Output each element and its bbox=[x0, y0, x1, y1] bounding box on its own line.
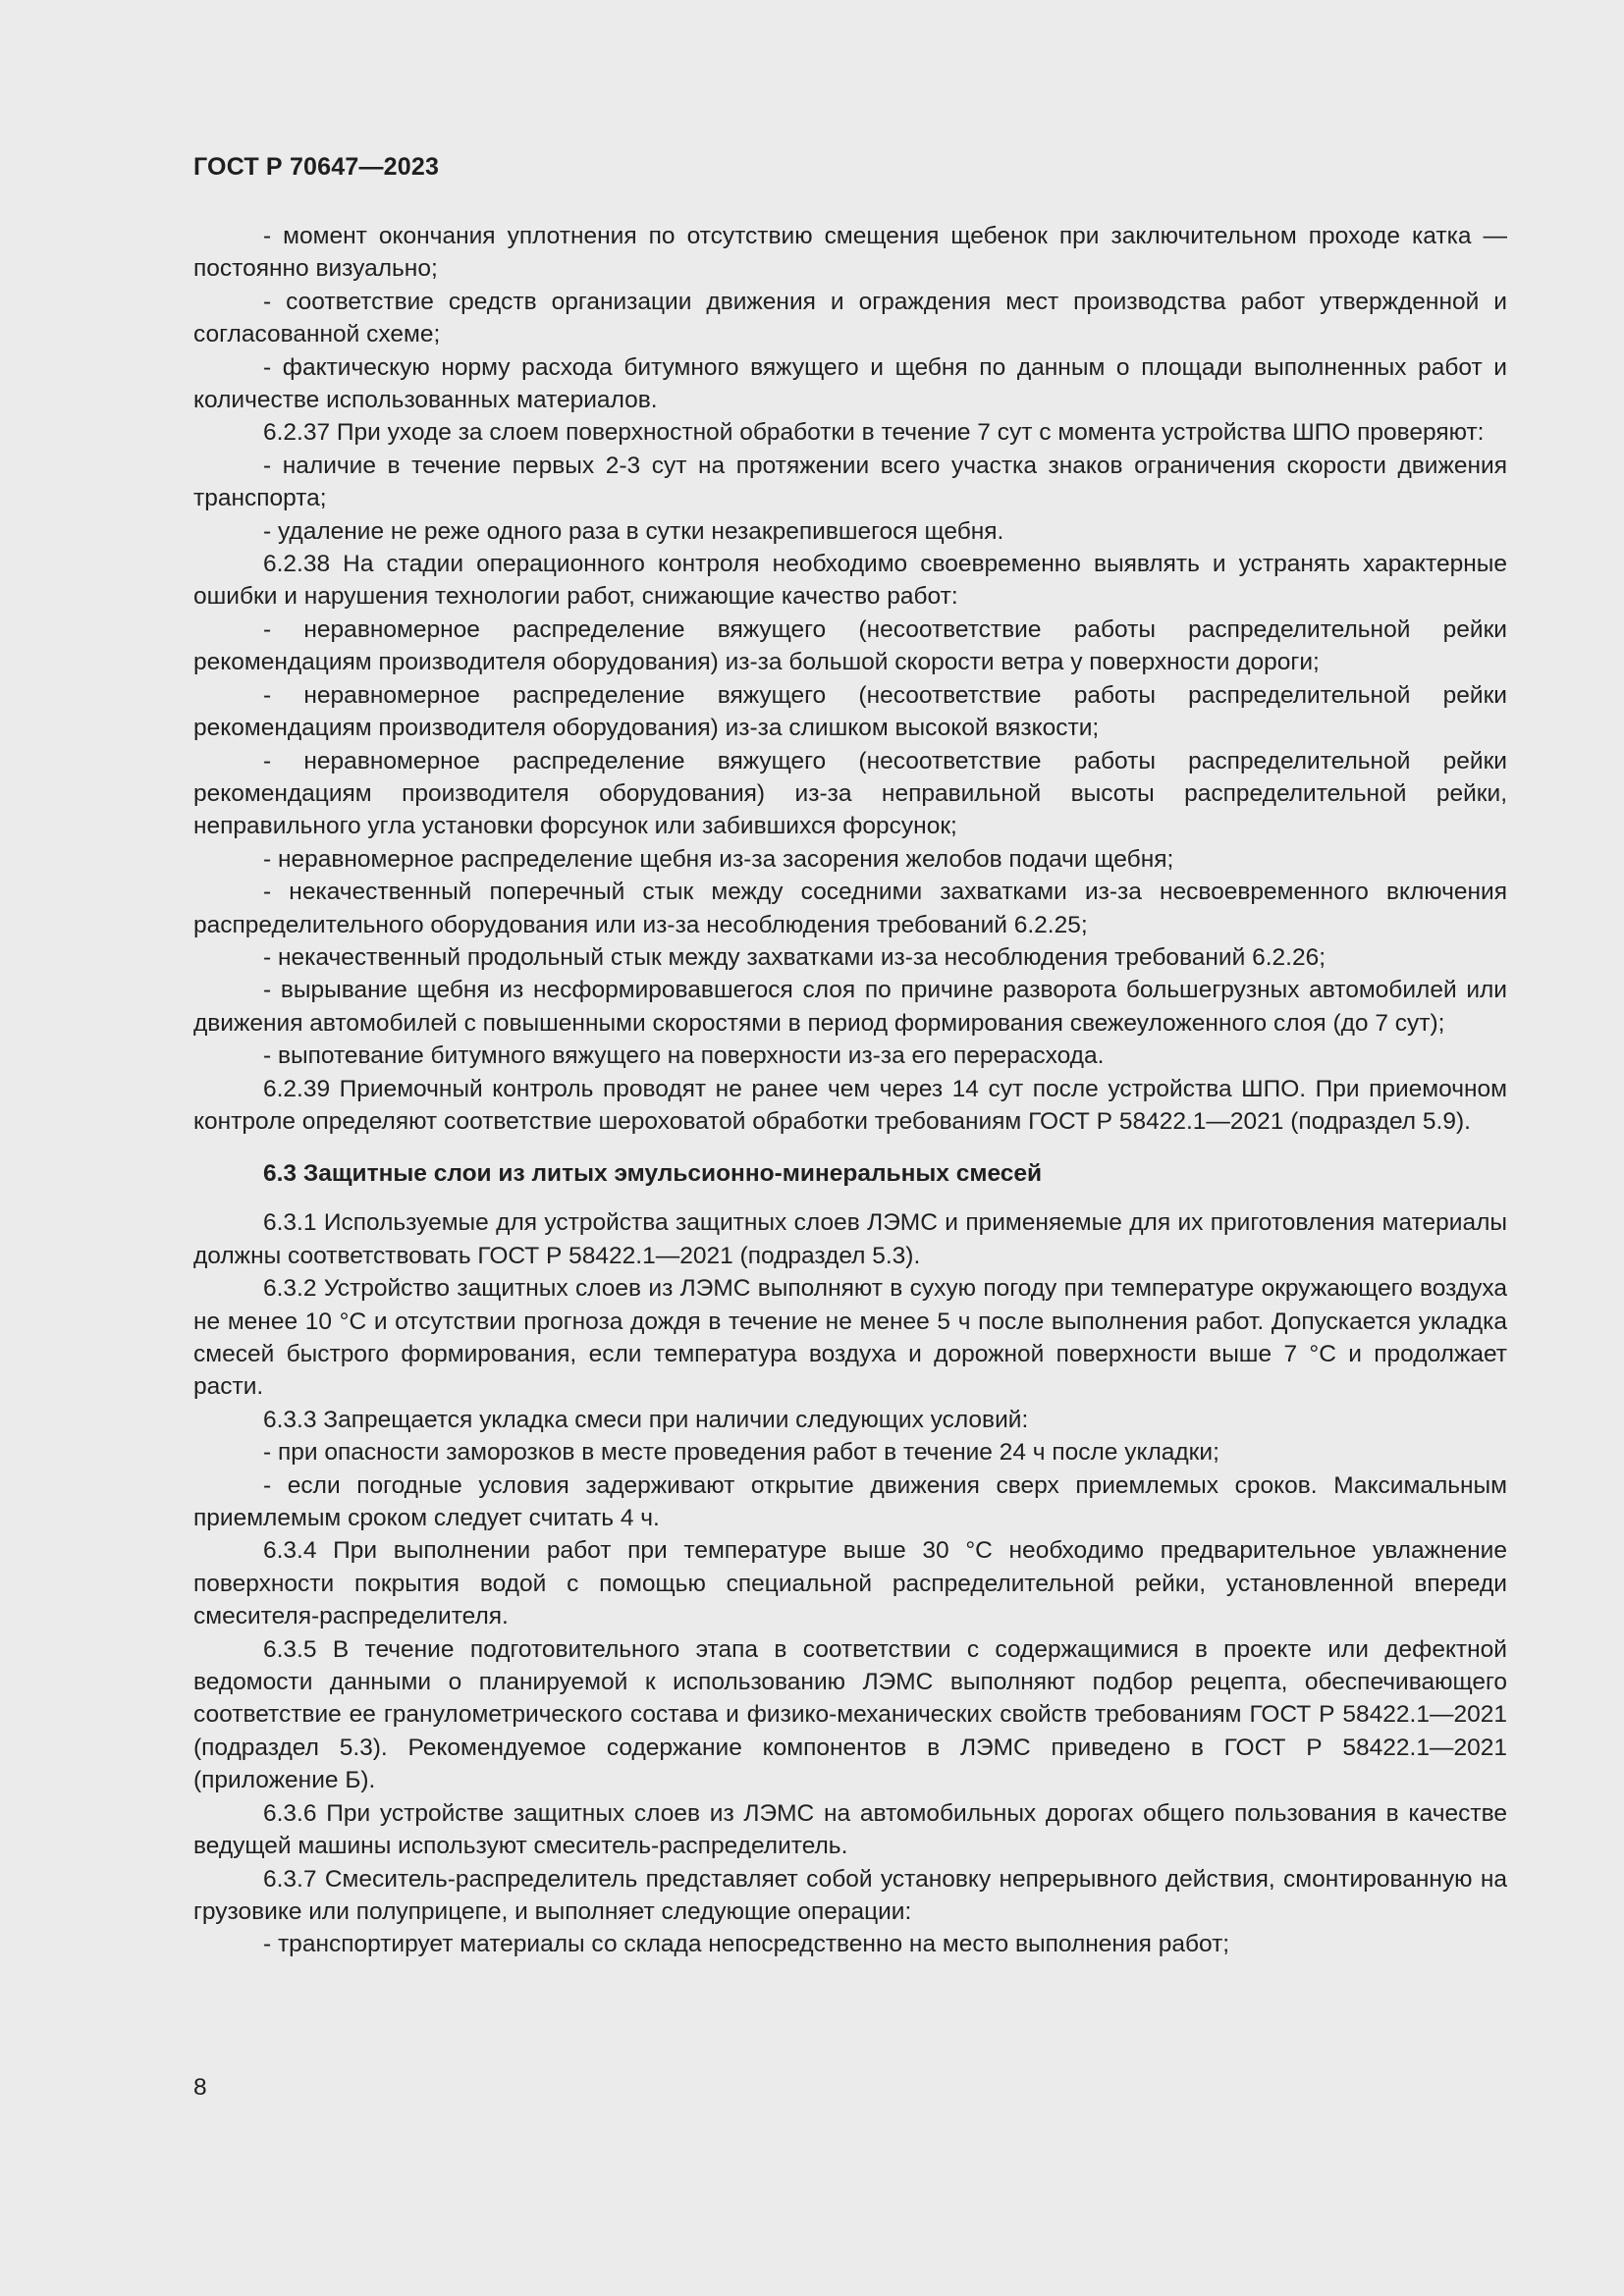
paragraph: - выпотевание битумного вяжущего на поверхности из-за его перерасхода. bbox=[263, 1042, 1105, 1070]
clause-6-3-7: 6.3.7 Смеситель-распределитель представляет собой установку непрерывного действия, смонтированную на грузовике или полуприцепе, и выполняет следующие операции: bbox=[193, 1865, 1507, 1925]
paragraph: - при опасности заморозков в месте проведения работ в течение 24 ч после укладки; bbox=[263, 1439, 1219, 1467]
paragraph: - удаление не реже одного раза в сутки незакрепившегося щебня. bbox=[263, 517, 1004, 545]
paragraph: - момент окончания уплотнения по отсутствию смещения щебенок при заключительном проходе катка — постоянно визуально; bbox=[193, 223, 1507, 283]
paragraph: - неравномерное распределение вяжущего (несоответствие работы распределительной рейки рекомендациям производителя оборудования) из-за слишком высокой вязкости; bbox=[193, 681, 1507, 742]
paragraph: - вырывание щебня из несформировавшегося слоя по причине разворота большегрузных автомобилей или движения автомобилей с повышенными скоростями в период формирования свежеуложенного слоя (до 7 сут); bbox=[193, 977, 1507, 1037]
paragraph: - некачественный продольный стык между захватками из-за несоблюдения требований 6.2.26; bbox=[263, 943, 1326, 971]
paragraph: - соответствие средств организации движения и ограждения мест производства работ утвержденной и согласованной схеме; bbox=[193, 288, 1507, 348]
clause-6-2-38: 6.2.38 На стадии операционного контроля необходимо своевременно выявлять и устранять характерные ошибки и нарушения технологии работ, снижающие качество работ: bbox=[193, 551, 1507, 611]
paragraph: - наличие в течение первых 2-3 сут на протяжении всего участка знаков ограничения скорости движения транспорта; bbox=[193, 452, 1507, 512]
document-page bbox=[193, 147, 1507, 1961]
clause-6-2-39: 6.2.39 Приемочный контроль проводят не ранее чем через 14 сут после устройства ШПО. При приемочном контроле определяют соответствие шероховатой обработки требованиям ГОСТ Р 58422.1—2021 (подраздел 5.9). bbox=[193, 1075, 1507, 1135]
paragraph: - неравномерное распределение щебня из-за засорения желобов подачи щебня; bbox=[263, 845, 1174, 873]
paragraph: - неравномерное распределение вяжущего (несоответствие работы распределительной рейки рекомендациям производителя оборудования) из-за большой скорости ветра у поверхности дороги; bbox=[193, 615, 1507, 676]
paragraph: - некачественный поперечный стык между соседними захватками из-за несвоевременного включения распределительного оборудования или из-за несоблюдения требований 6.2.25; bbox=[193, 879, 1507, 938]
clause-6-3-6: 6.3.6 При устройстве защитных слоев из ЛЭМС на автомобильных дорогах общего пользования в качестве ведущей машины используют смеситель-распределитель. bbox=[193, 1799, 1507, 1860]
section-heading: 6.3 Защитные слои из литых эмульсионно-минеральных смесей bbox=[263, 1160, 1043, 1188]
clause-6-3-5: 6.3.5 В течение подготовительного этапа в соответствии с содержащимися в проекте или дефектной ведомости данными о планируемой к использованию ЛЭМС выполняют подбор рецепта, обеспечивающего соответствие ее гранулометрического состава и физико-механических свойств требованиям ГОСТ Р 58422.1—2021 (подраздел 5.3). Рекомендуемое содержание компонентов в ЛЭМС приведено в ГОСТ Р 58422.1—2021 (приложение Б). bbox=[193, 1635, 1507, 1794]
paragraph: - если погодные условия задерживают открытие движения сверх приемлемых сроков. Максимальным приемлемым сроком следует считать 4 ч. bbox=[193, 1471, 1507, 1532]
paragraph: - транспортирует материалы со склада непосредственно на место выполнения работ; bbox=[263, 1931, 1230, 1958]
page-number: 8 bbox=[193, 2074, 207, 2101]
clause-6-3-1: 6.3.1 Используемые для устройства защитных слоев ЛЭМС и применяемые для их приготовления материалы должны соответствовать ГОСТ Р 58422.1—2021 (подраздел 5.3). bbox=[193, 1209, 1507, 1269]
clause-6-3-4: 6.3.4 При выполнении работ при температуре выше 30 °С необходимо предварительное увлажнение поверхности покрытия водой с помощью специальной распределительной рейки, установленной впереди смесителя-распределителя. bbox=[193, 1537, 1507, 1630]
clause-6-3-3: 6.3.3 Запрещается укладка смеси при наличии следующих условий: bbox=[263, 1406, 1029, 1433]
clause-6-3-2: 6.3.2 Устройство защитных слоев из ЛЭМС выполняют в сухую погоду при температуре окружающего воздуха не менее 10 °С и отсутствии прогноза дождя в течение не менее 5 ч после выполнения работ. Допускается укладка смесей быстрого формирования, если температура воздуха и дорожной поверхности выше 7 °С и продолжает расти. bbox=[193, 1275, 1507, 1401]
clause-6-2-37: 6.2.37 При уходе за слоем поверхностной обработки в течение 7 сут с момента устройства ШПО проверяют: bbox=[263, 419, 1485, 447]
body-text-before bbox=[193, 220, 1507, 1138]
paragraph: - неравномерное распределение вяжущего (несоответствие работы распределительной рейки рекомендациям производителя оборудования) из-за неправильной высоты распределительной рейки, неправильного угла установки форсунок или забившихся форсунок; bbox=[193, 747, 1507, 840]
body-text-after bbox=[193, 1206, 1507, 1960]
document-header: ГОСТ Р 70647—2023 bbox=[193, 153, 440, 181]
paragraph: - фактическую норму расхода битумного вяжущего и щебня по данным о площади выполненных работ и количестве использованных материалов. bbox=[193, 353, 1507, 414]
